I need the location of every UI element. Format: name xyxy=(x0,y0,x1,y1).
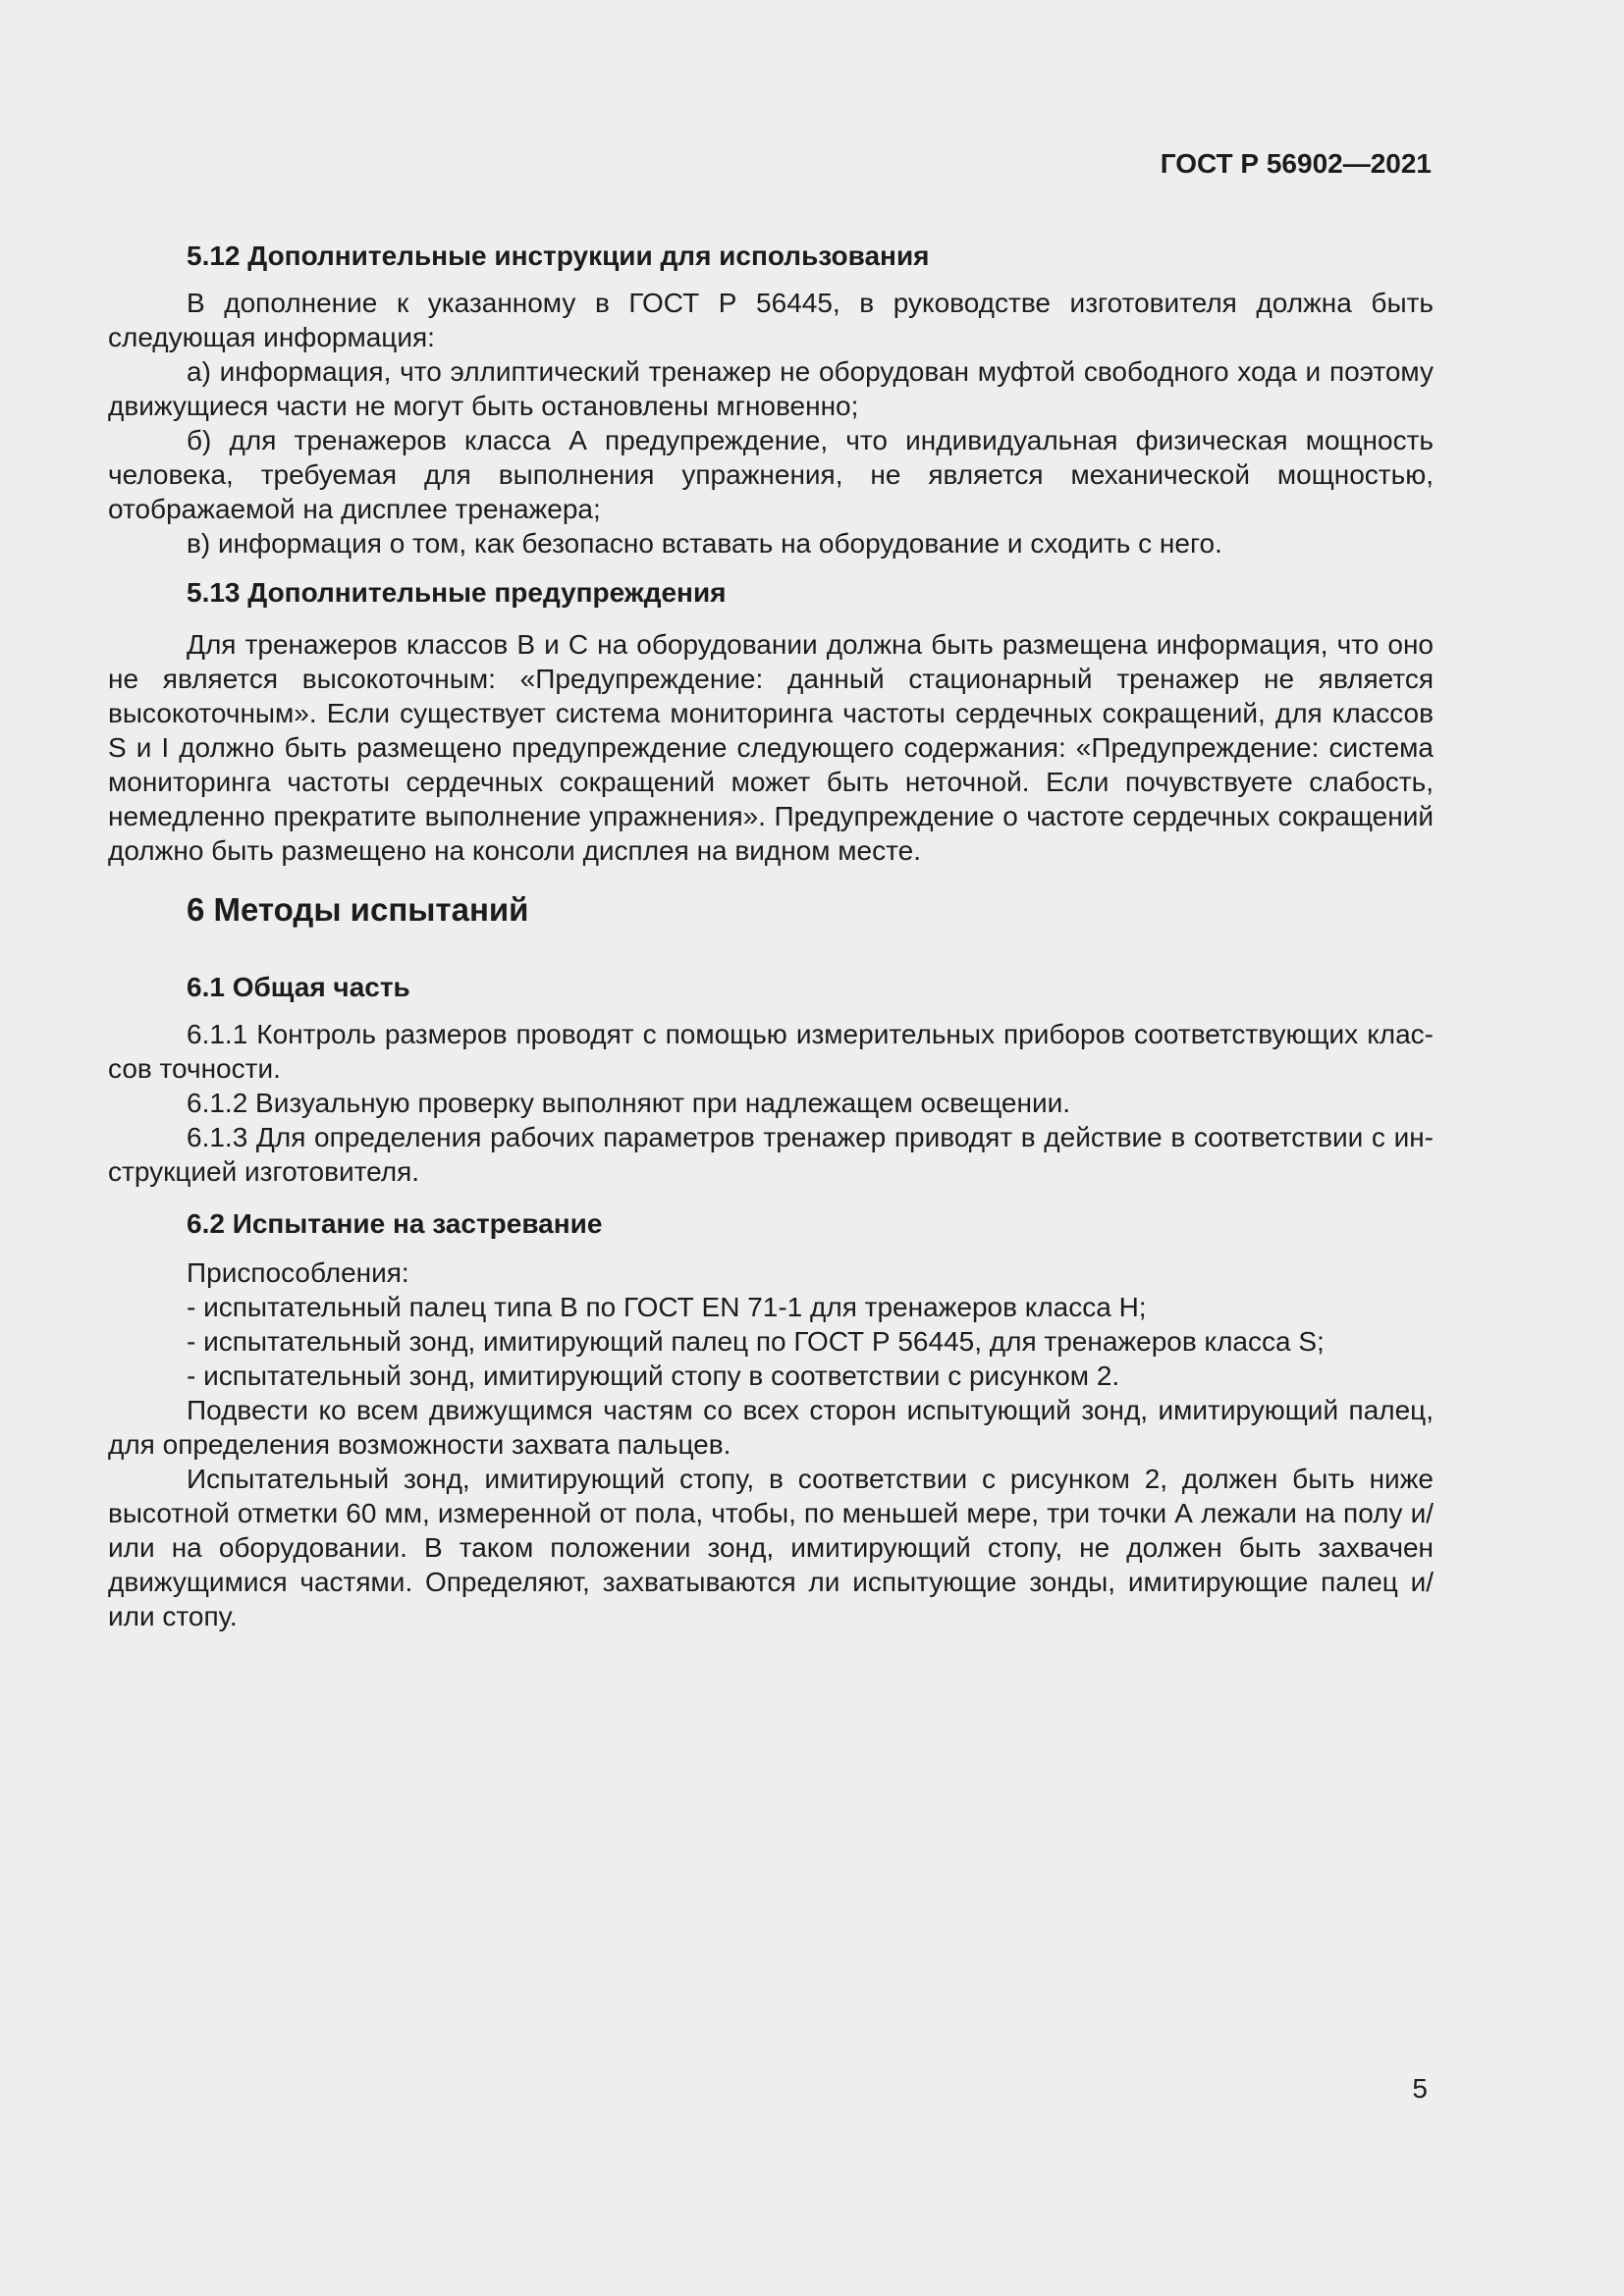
page-number: 5 xyxy=(1412,2073,1428,2104)
section-5-12-item-a: а) информация, что эллиптический тренажер не оборудован муфтой свободного хода и поэтому движущиеся части не могут быть остановлены мгновенно; xyxy=(108,356,1434,421)
section-5-13-heading: 5.13 Дополнительные предупреждения xyxy=(187,577,727,608)
section-6-2-tool-item: - испытательный зонд, имитирующий стопу в соответствии с рисунком 2. xyxy=(187,1361,1120,1391)
section-6-2-paragraph: Подвести ко всем движущимся частям со всех сторон испытующий зонд, имитирующий палец, для определения возможности захвата пальцев. xyxy=(108,1395,1434,1460)
section-6-2-tool-item: - испытательный палец типа В по ГОСТ EN 71-1 для тренажеров класса Н; xyxy=(187,1292,1147,1322)
clause-6-1-2: 6.1.2 Визуальную проверку выполняют при надлежащем освещении. xyxy=(187,1088,1071,1118)
document-code-header: ГОСТ Р 56902—2021 xyxy=(1160,148,1432,179)
section-5-12-intro: В дополнение к указанному в ГОСТ Р 56445, в руководстве изготовителя должна быть следующая информация: xyxy=(108,288,1434,352)
clause-6-1-1: 6.1.1 Контроль размеров проводят с помощью измерительных приборов соответствующих классов точности. xyxy=(108,1019,1434,1084)
section-6-2-heading: 6.2 Испытание на застревание xyxy=(187,1208,603,1239)
section-6-2-tool-item: - испытательный зонд, имитирующий палец по ГОСТ Р 56445, для тренажеров класса S; xyxy=(187,1326,1325,1357)
section-6-2-tools-label: Приспособления: xyxy=(187,1257,409,1288)
section-5-12-item-b: б) для тренажеров класса А предупреждение, что индивидуальная физическая мощность человека, требуемая для выполнения упражнения, не является механической мощностью, отображаемой на дисплее тренажера; xyxy=(108,425,1434,524)
section-5-12-heading: 5.12 Дополнительные инструкции для использования xyxy=(187,240,930,271)
section-6-1-heading: 6.1 Общая часть xyxy=(187,972,410,1002)
clause-6-1-3: 6.1.3 Для определения рабочих параметров тренажер приводят в действие в соответствии с инструкцией изготовителя. xyxy=(108,1122,1434,1187)
document-body xyxy=(108,239,1434,1633)
chapter-6-heading: 6 Методы испытаний xyxy=(187,891,529,928)
section-5-12-item-v: в) информация о том, как безопасно вставать на оборудование и сходить с него. xyxy=(187,528,1222,559)
section-5-13-body: Для тренажеров классов В и С на оборудовании должна быть размещена информация, что оно не является высокоточным: «Предупреждение: данный стационарный тренажер не является высокоточным». Если существует система мониторинга частоты сердечных сокращений, для классов S и I должно быть размещено предупреждение следующего содержания: «Предупреждение: система мониторинга частоты сердечных сокращений может быть неточной. Если почувствуете слабость, немедленно прекратите выполнение упражнения». Предупреждение о частоте сердечных сокращений должно быть размещено на консоли дисплея на видном месте. xyxy=(108,629,1434,866)
section-6-2-paragraph: Испытательный зонд, имитирующий стопу, в соответствии с рисунком 2, должен быть ниже высотной отметки 60 мм, измеренной от пола, чтобы, по меньшей мере, три точки А лежали на полу и/или на оборудовании. В таком положении зонд, имитирующий стопу, не должен быть захвачен движущимися частями. Определяют, захватываются ли испытующие зонды, имитирующие палец и/или стопу. xyxy=(108,1464,1434,1631)
